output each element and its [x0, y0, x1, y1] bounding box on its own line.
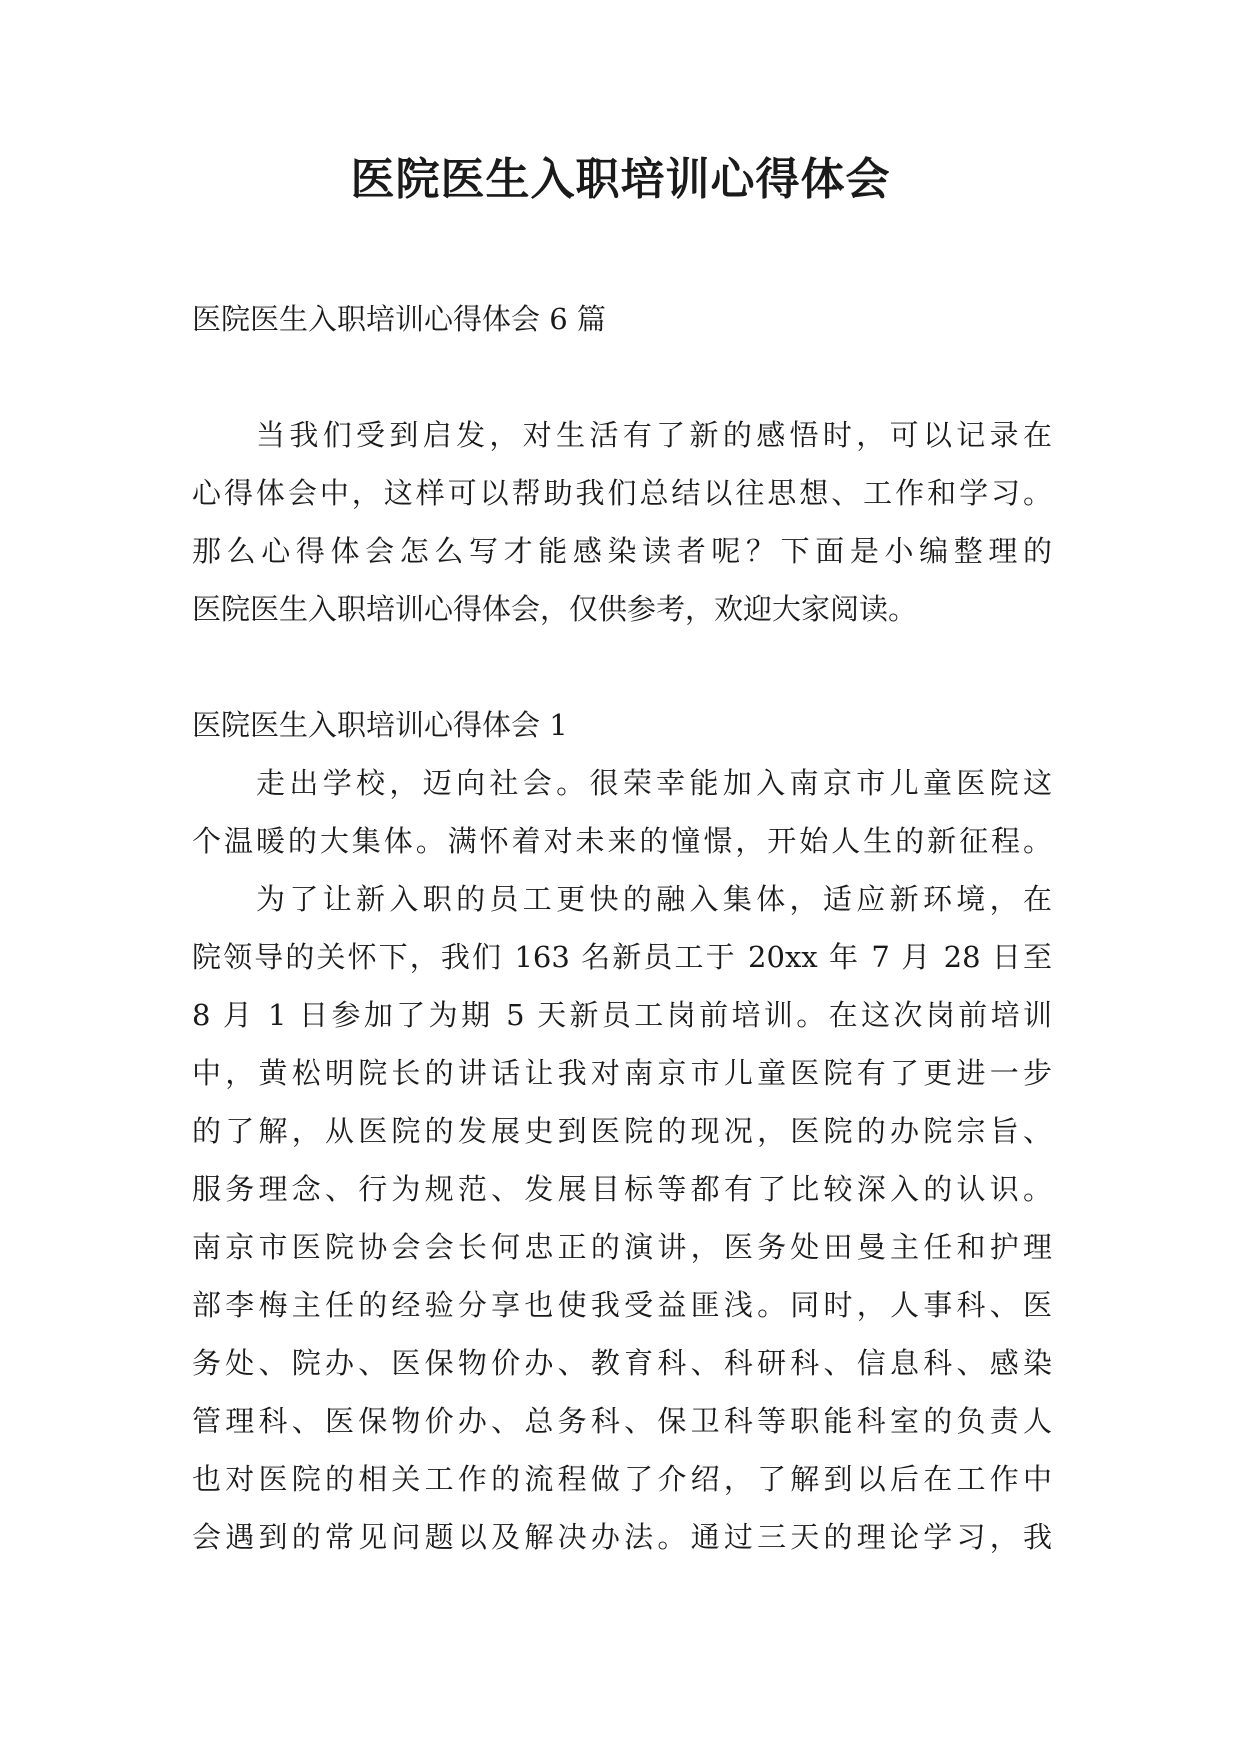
document-subtitle: 医院医生入职培训心得体会 6 篇 — [192, 302, 606, 336]
section-heading: 医院医生入职培训心得体会 1 — [192, 708, 568, 742]
paragraph-line: 也对医院的相关工作的流程做了介绍，了解到以后在工作中 — [192, 1462, 1052, 1496]
document-title: 医院医生入职培训心得体会 — [350, 154, 891, 205]
paragraph-line: 中，黄松明院长的讲话让我对南京市儿童医院有了更进一步 — [192, 1056, 1052, 1090]
intro-line: 医院医生入职培训心得体会，仅供参考，欢迎大家阅读。 — [192, 592, 918, 626]
paragraph-line: 的了解，从医院的发展史到医院的现况，医院的办院宗旨、 — [192, 1114, 1052, 1148]
spacer — [192, 638, 1052, 696]
intro-line: 心得体会中，这样可以帮助我们总结以往思想、工作和学习。 — [192, 476, 1052, 510]
document-body — [192, 290, 1052, 1566]
paragraph-line: 为了让新入职的员工更快的融入集体，适应新环境，在 — [256, 882, 1052, 916]
paragraph-line: 服务理念、行为规范、发展目标等都有了比较深入的认识。 — [192, 1172, 1052, 1206]
paragraph-line: 南京市医院协会会长何忠正的演讲，医务处田曼主任和护理 — [192, 1230, 1052, 1264]
intro-line: 当我们受到启发，对生活有了新的感悟时，可以记录在 — [256, 418, 1052, 452]
section-paragraph-2 — [192, 870, 1052, 1566]
paragraph-line: 部李梅主任的经验分享也使我受益匪浅。同时，人事科、医 — [192, 1288, 1052, 1322]
paragraph-line: 管理科、医保物价办、总务科、保卫科等职能科室的负责人 — [192, 1404, 1052, 1438]
paragraph-line: 走出学校，迈向社会。很荣幸能加入南京市儿童医院这 — [256, 766, 1052, 800]
spacer — [192, 348, 1052, 406]
section-paragraph-1 — [192, 754, 1052, 870]
intro-line: 那么心得体会怎么写才能感染读者呢？下面是小编整理的 — [192, 534, 1052, 568]
paragraph-line: 个温暖的大集体。满怀着对未来的憧憬，开始人生的新征程。 — [192, 824, 1052, 858]
paragraph-line: 院领导的关怀下，我们 163 名新员工于 20xx 年 7 月 28 日至 — [192, 940, 1052, 974]
paragraph-line: 8 月 1 日参加了为期 5 天新员工岗前培训。在这次岗前培训 — [192, 998, 1052, 1032]
intro-paragraph — [192, 406, 1052, 638]
paragraph-line: 务处、院办、医保物价办、教育科、科研科、信息科、感染 — [192, 1346, 1052, 1380]
paragraph-line: 会遇到的常见问题以及解决办法。通过三天的理论学习，我 — [192, 1520, 1052, 1554]
